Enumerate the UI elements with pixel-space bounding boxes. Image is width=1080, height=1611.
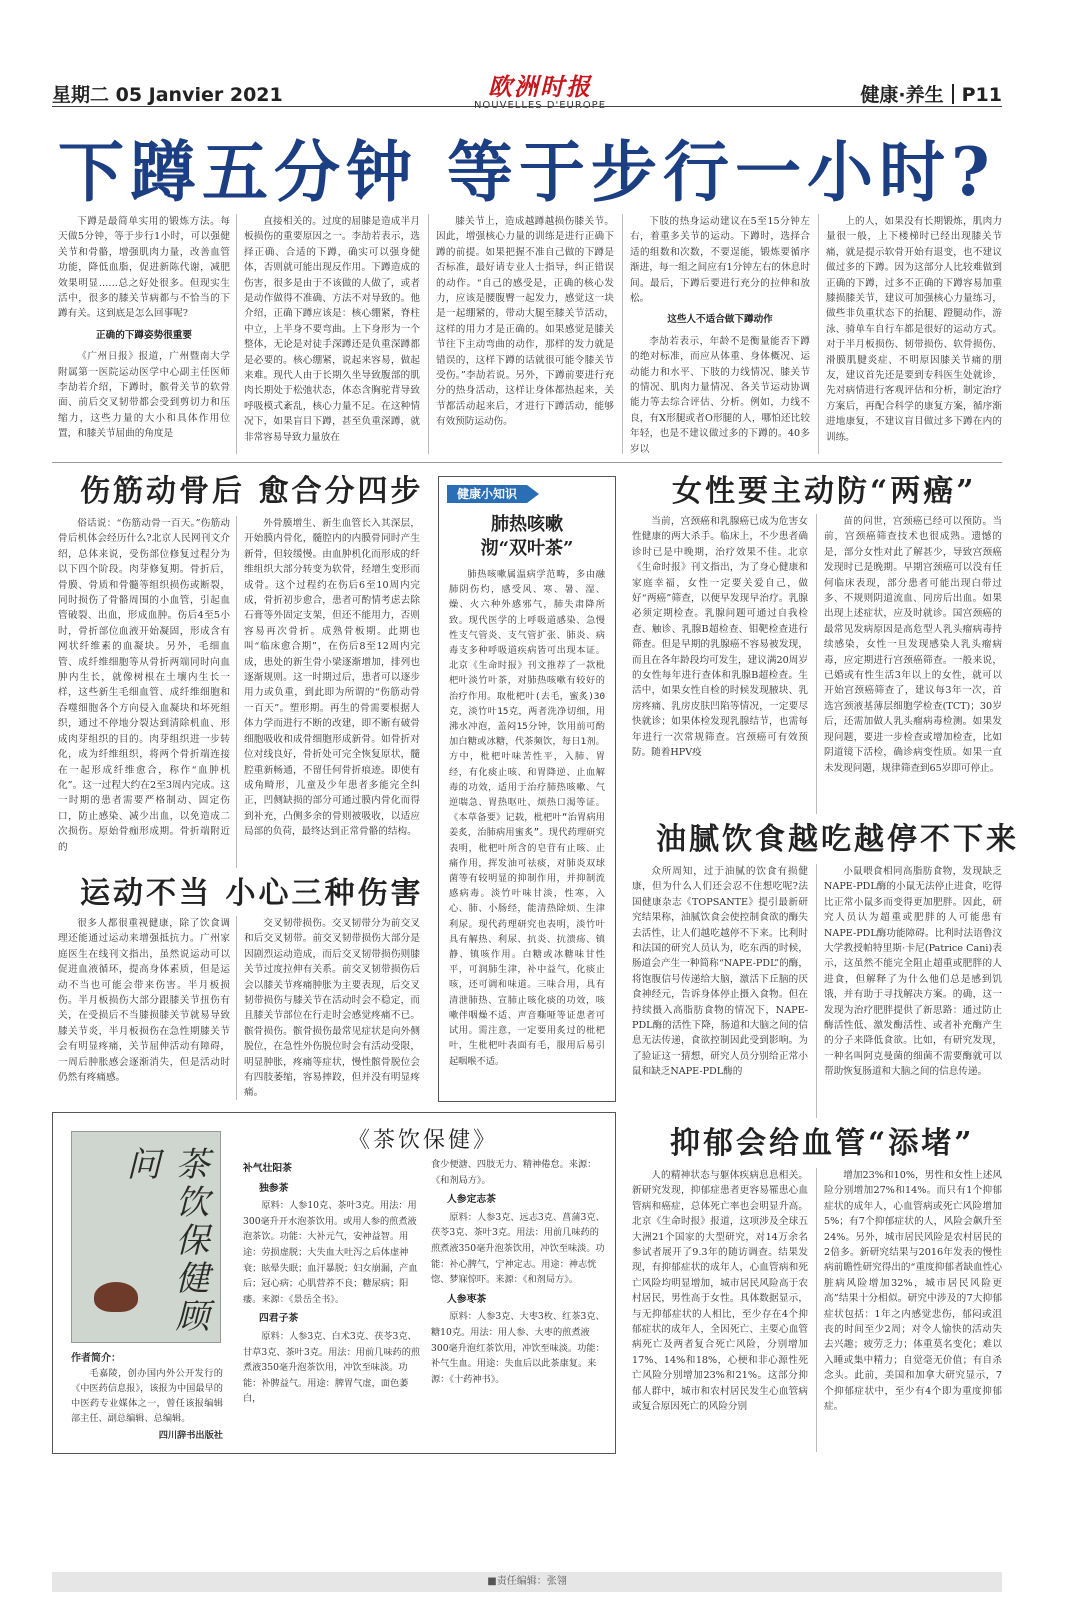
recipe-text: 原料：人参3克、大枣3枚、红茶3克、糖10克。用法：用人参、大枣的煎煮液300毫升泡红茶饮用，冲饮至味淡。功能：补气生血。用途：失血后以此茶康复。来源：《十药神书》。 (431, 1311, 605, 1385)
article4-title: 女性要主动防“两癌” (672, 474, 977, 509)
article3-col1 (58, 916, 230, 1100)
issue-date: 星期二 05 Janvier 2021 (52, 84, 283, 106)
article2-title: 伤筋动骨后 愈合分四步 (80, 474, 424, 509)
column-divider (236, 516, 237, 868)
book-cover (71, 1131, 221, 1343)
article3-para: 交叉韧带损伤。交叉韧带分为前交叉和后交叉韧带。前交叉韧带损伤大部分是因剧烈运动造成，而后交叉韧带损伤则膝关节过度拉伸有关系。前交叉韧带损伤后会以膝关节疼痛肿胀为主要表现，后交叉韧带损伤与膝关节在活动时会不稳定，而且膝关节部位在行走时会感觉疼痛不已。髌骨损伤。髌骨损伤最常见症状是向外侧脱位，在急性外伤脱位时会有活动受限，明显肿胀，疼痛等症状，慢性髌骨脱位会有四肢萎缩，容易摔跤，但并没有明显疼痛。 (244, 918, 420, 1099)
column-divider (818, 214, 819, 454)
recipe-text: 原料：人参10克、茶叶3克。用法：用300毫升开水泡茶饮用。或用人参的煎煮液泡茶饮。功能：大补元气，安神益智。用途：劳损虚脱；大失血大吐泻之后体虚神衰；眩晕失眠；血汗暴脱；妇女崩漏，产血后；冠心病；心肌营养不良；糖尿病；阳痿。来源：《景岳全书》。 (243, 1200, 418, 1305)
article3-title: 运动不当 小心三种伤害 (80, 876, 424, 911)
article5-para: 小鼠喂食相同高脂肪食物，发现缺乏NAPE-PDL酶的小鼠无法停止进食，吃得比正常小鼠多而变得更加肥胖。因此，研究人员认为超重或肥胖的人可能患有NAPE-PDL酶功能障碍。比利时法语鲁汶大学教授帕特里斯·卡尼(Patrice Cani)表示，这虽然不能完全阻止超重或肥胖的人进食，但解释了为什么他们总是感到饥饿，并有助于寻找解决方案。的确，这一发现为治疗肥胖提供了新思路：通过防止酶活性低、激发酶活性、或者补充酶产生的分子来降低食欲。比如，有研究发现，一种名叫阿克曼菌的细菌不需要酶就可以帮助恢复肠道和大脑之间的信息传递。 (824, 866, 1002, 1078)
column-divider (816, 864, 817, 1118)
publisher: 四川辞书出版社 (158, 1430, 223, 1441)
section-rule (52, 462, 1002, 463)
article6-para: 人的精神状态与躯体疾病息息相关。新研究发现，抑郁症患者更容易罹患心血管病和癌症，总体死亡率也会明显升高。北京《生命时报》报道，这项涉及全球五大洲21个国家的大型研究，对14万余名参试者展开了9.3年的随访调查。结果发现，有抑郁症状的成年人，心血管病和死亡风险均明显增加，城市居民风险高于农村居民，男性高于女性。具体数据显示，与无抑郁症状的人相比，至少存在4个抑郁症状的成年人，全因死亡、主要心血管病死亡及两者复合死亡风险，分别增加17%、14%和18%，心梗和非心源性死亡风险分别增加23%和21%。这部分抑郁人群中，城市和农村居民发生心血管病或复合原因死亡的风险分别 (632, 1170, 808, 1413)
article1-subhead: 正确的下蹲姿势很重要 (96, 329, 192, 341)
logo-chinese: 欧洲时报 (488, 72, 592, 101)
tea-title: 《茶饮保健》 (347, 1128, 498, 1153)
author-label: 作者简介： (71, 1353, 121, 1364)
column-divider (816, 1168, 817, 1452)
health-tip-box (438, 476, 616, 1102)
article2-col2 (244, 516, 420, 868)
article6-col2 (824, 1168, 1002, 1452)
recipe-col1 (243, 1157, 421, 1447)
header-rule (52, 106, 1002, 107)
article5-para: 众所周知，过于油腻的饮食有损健康，但为什么人们还会忍不住想吃呢?法国健康杂志《TOPSANTE》提引最新研究结果称，油腻饮食会使控制食欲的酶失去活性，让人们越吃越停不下来。比利时和法国的研究人员认为，吃东西的时候，肠道会产生一种简称“NAPE-PDL”的酶，将饱腹信号传递给大脑，激活下丘脑的厌食神经元，告诉身体停止摄入食物。但在持续摄入高脂肪食物的情况下，NAPE-PDL酶的活性下降，肠道和大脑之间的信息无法传递，食欲控制因此受到影响。为了验证这一猜想，研究人员分别给正常小鼠和缺乏NAPE-PDL酶的 (632, 866, 808, 1078)
article1-col3 (436, 214, 614, 454)
recipe-text: 原料：人参3克、白术3克、茯苓3克、甘草3克、茶叶3克。用法：用前几味药的煎煮液350毫升泡茶饮用，冲饮至味淡。功能：补脾益气。用途：脾胃气虚，面色萎白， (243, 1330, 421, 1405)
article4-para: 苗的问世，宫颈癌已经可以预防。当前，宫颈癌筛查技术也很成熟。遗憾的是，部分女性对此了解甚少，导致宫颈癌发现时已是晚期。早期宫颈癌可以没有任何临床表现，部分患者可能出现白带过多、不规则阴道流血、同房后出血。如果出现上述症状，应及时就诊。国宫颈癌的最常见发病原因是高危型人乳头瘤病毒持续感染，女性一旦发现感染人乳头瘤病毒，应定期进行宫颈癌筛查。一般来说，已婚或有性生活3年以上的女性，就可以开始宫颈癌筛查了，建议每3年一次，首选宫颈液基薄层细胞学检查(TCT)；30岁后，还需加做人乳头瘤病毒检测。如果发现问题，要进一步检查或增加检查，比如阴道镜下活检，确诊病变性质。如果一直未发现问题，规律筛查到65岁即可停止。 (824, 516, 1002, 774)
health-tip-body (449, 567, 605, 1095)
article6-title: 抑郁会给血管“添堵” (670, 1126, 975, 1161)
recipe-name: 人参枣茶 (447, 1293, 487, 1305)
article4-para: 当前，宫颈癌和乳腺癌已成为危害女性健康的两大杀手。临床上，不少患者确诊时已是中晚期，治疗效果不佳。北京《生命时报》刊文指出，为了身心健康和家庭幸福，女性一定要关爱自己，做好“两癌”筛查，以便早发现早治疗。乳腺必须定期检查。乳腺问题可通过自我检查、触诊、乳腺B超检查、钼靶检查进行筛查。但是早期的乳腺癌不容易被发现，而且在各年龄段均可发生，建议满20周岁的女性每年进行查体和乳腺B超检查。生活中，如果女性自检的时候发现腋块、乳房疼痛、乳房皮肤凹陷等情况，一定要尽快就诊；如果体检发现乳腺结节，也需每年进行一次常规筛查。宫颈癌可有效预防。随着HPV疫 (632, 516, 808, 759)
article6-col1 (632, 1168, 808, 1452)
book-title: 茶饮保健顾问 (120, 1146, 209, 1336)
health-tip-title (439, 513, 615, 561)
article1-col2 (244, 214, 420, 454)
article3-col2 (244, 916, 420, 1100)
column-divider (236, 916, 237, 1100)
article2-para: 俗话说：“伤筋动骨一百天。”伤筋动骨后机体会经历什么?北京人民网刊文介绍，总体来说，受伤部位修复过程分为以下四个阶段。肉芽修复期。骨折后，骨膜、骨质和骨髓等组织损伤或断裂，同时损伤了骨骼周围的小血管，引起血管破裂、出血，形成血肿。伤后4至5小时，骨折部位血液开始凝固，形成含有网状纤维素的血凝块。另外，毛细血管、成纤维细胞等从骨折两端同时向血肿内生长，就像树根在土壤内生长一样，这些新生毛细血管、成纤维细胞和吞噬细胞各个方向侵入血凝块和坏死组织，通过不停地分裂达到清除机血、形成肉芽组织的目的。肉芽组织进一步转化，成为纤维组织，将两个骨折端连接在一起形成纤维愈合，称作“血肿机化”。这一过程大约在2至3周内完成。这一时期的患者需要严格制动、固定伤口，防止感染、减少出血，以免造成二次损伤。原始骨痂形成期。骨折端附近的 (58, 518, 230, 853)
editor-footer: ■责任编辑：张翎 (52, 1572, 1002, 1592)
title-line: 沏“双叶茶” (480, 538, 574, 559)
author-text: 毛嘉陵，创办国内外公开发行的《中医药信息报》，该报为中国最早的中医药专业媒体之一，曾任该报编辑部主任、副总编辑、总编辑。 (71, 1368, 223, 1424)
article1-para: 下蹲是最简单实用的锻炼方法。每天做5分钟，等于步行1小时，可以强健关节和骨骼，增强肌肉力量，改善血管功能，降低血脂，促进新陈代谢，减肥效果明显……总之好处很多。但现实生活中，很多的膝关节病都与不恰当的下蹲有关。这到底是怎么回事呢? (58, 216, 230, 320)
article5-col1 (632, 864, 808, 1118)
tag-label: 健康小知识 (447, 485, 527, 503)
tea-book-box (52, 1112, 616, 1454)
main-headline: 下蹲五分钟 等于步行一小时? (58, 133, 996, 211)
article2-para: 外骨膜增生、新生血管长入其深层，开始膜内骨化，髓腔内的内膜骨同时产生新骨，但较缓慢。由血肿机化而形成的纤维组织大部分转变为软骨，经增生变形而成骨。这个过程约在伤后6至10周内完成，骨折初步愈合，患者可酌情考虑去除石膏等外固定支架，但还不能用力，否则容易再次骨折。成熟骨板期。此期也叫“临床愈合期”，在伤后8至12周内完成，患处的新生骨小梁逐渐增加，排列也逐渐规则。这一时期过后，患者可以逐步用力或负重，到此即为所谓的“伤筋动骨一百天”。塑形期。再生的骨需要根据人体力学而进行不断的改建，即不断有破骨细胞吸收和成骨细胞形成新骨。如骨折对位对线良好，骨折处可完全恢复原状，髓腔重新畅通，不留任何骨折痕迹。即使有成角畸形，儿童及少年患者多能完全纠正，凹侧缺损的部分可通过膜内骨化而得到补充，凸侧多余的骨则被吸收，以适应局部的负荷，最终达到正常骨骼的结构。 (244, 518, 420, 838)
article4-col2 (824, 514, 1002, 814)
section-divider (952, 84, 954, 104)
article5-title: 油腻饮食越吃越停不下来 (656, 822, 1019, 857)
recipe-category: 补气壮阳茶 (243, 1163, 292, 1174)
column-divider (816, 514, 817, 814)
article3-para: 很多人都很重视健康，除了饮食调理还能通过运动来增强抵抗力。广州家庭医生在线刊文指出，虽然说运动可以促进血液循环，提高身体素质，但是运动不当也可能会带来伤害。半月板损伤。半月板损伤大部分跟膝关节扭伤有关，在受损后不当膝损膝关节就易导致膝关节炎，半月板损伤在急性期膝关节会有明显疼痛，关节屈伸活动有障碍，一周后肿胀感会逐渐消失，但是活动时仍然有疼痛感。 (58, 918, 230, 1084)
article4-col1 (632, 514, 808, 814)
article1-col1 (58, 214, 230, 454)
article1-para: 直接相关的。过度的屈膝是造成半月板损伤的重要原因之一。李劼若表示，选择正确、合适的下蹲，确实可以强身健体，否则就可能出现反作用。下蹲造成的伤害，很多是由于不该做的人做了，或者是动作做得不准确、方法不对导致的。他介绍，正确下蹲应该是：核心绷紧，脊柱中立，上半身不要弯曲。上下身形为一个整体，无论是对徒手深蹲还是负重深蹲都是必要的。核心绷紧，说起来容易，做起来难。现代人由于长期久坐导致腹部的肌肉长期处于松弛状态，体态含胸驼背导致呼吸模式紊乱，核心力量不足。在这种情况下，如果盲目下蹲，甚至负重深蹲，就非常容易导致力量放在 (244, 216, 420, 443)
section-name: 健康·养生 (860, 84, 944, 106)
article1-para: 膝关节上，造成越蹲越损伤膝关节。因此，增强核心力量的训练是进行正确下蹲的前提。如果把握不准自己做的下蹲是否标准，最好请专业人士指导，纠正错误的动作。“自己的感受是，正确的核心发力，应该是腰腹臀一起发力，感觉这一块是一起绷紧的，带动大腿至膝关节活动，这样的用力才是正确的。如果感觉是膝关节往下主动弯曲的动作，那样的发力就是错误的，这样下蹲的话就很可能令膝关节受伤。”李劼若说。另外，下蹲前要进行充分的热身活动，这样让身体都热起来，关节都活动起来后，才进行下蹲活动，能够有效预防运动伤。 (436, 216, 614, 428)
recipe-text: 食少便溏、四肢无力、精神倦怠。来源：《和剂局方》。 (431, 1159, 597, 1186)
arrow-right-icon (527, 485, 539, 503)
page-section (860, 80, 1002, 107)
article1-col4 (630, 214, 810, 454)
author-bio (71, 1351, 223, 1443)
recipe-text: 原料：人参3克、远志3克、菖蒲3克、茯苓3克、茶叶3克。用法：用前几味药的煎煮液350毫升泡茶饮用，冲饮至味淡。功能：补心脾气，宁神定志。用途：神志恍惚、梦寐惊吓。来源：《和剂局方》。 (431, 1211, 605, 1286)
column-divider (236, 214, 237, 454)
health-tip-tag (447, 483, 539, 503)
title-line: 肺热咳嗽 (491, 514, 563, 535)
recipe-col2 (431, 1157, 605, 1447)
column-divider (622, 214, 623, 454)
article1-para: 上的人，如果没有长期锻炼，肌肉力量很一般，上下楼梯时已经出现膝关节痛，就是提示软骨开始有退变，也不建议做过多的下蹲。因为这部分人比较难做到正确的下蹲，过多不正确的下蹲容易加重膝损膝关节，建议可加强核心力量练习，做些非负重状态下的抬腿、蹬腿动作，游泳、骑单车自行车都是很好的运动方式。对于半月板损伤、韧带损伤、软骨损伤、滑膜肌腱炎症、不明原因膝关节痛的朋友，建议首先还是要到专科医生处就诊，先对病情进行客观评估和分析，制定治疗方案后，再配合科学的康复方案，循序渐进地康复，不建议盲目做过多下蹲在内的训练。 (826, 216, 1002, 443)
recipe-name: 四君子茶 (259, 1313, 299, 1325)
page-number: P11 (961, 84, 1002, 106)
article1-para: 下肢的热身运动建议在5至15分钟左右，着重多关节的运动。下蹲时，选择合适的组数和次数，不要逞能，锻炼要循序渐进，每一组之间应有1分钟左右的休息时间。最后，下蹲后要进行充分的拉伸和放松。 (630, 216, 810, 305)
recipe-name: 独参茶 (259, 1182, 289, 1194)
article6-para: 增加23%和10%，男性和女性上述风险分别增加27%和14%。而只有1个抑郁症状的成年人，心血管病或死亡风险增加5%；有7个抑郁症状的人，风险会飙升至24%。另外，城市居民风险是农村居民的2倍多。新研究结果与2016年发表的慢性病前瞻性研究得出的“重度抑郁者缺血性心脏病风险增加32%，城市居民风险更高”结果十分相似。研究中涉及的7大抑郁症状包括：1年之内感觉悲伤，郁闷或沮丧的时间至少2周；对令人愉快的活动失去兴趣；疲劳乏力；体重莫名变化；难以入睡或集中精力；自觉毫无价值；有自杀念头。此前，美国和加拿大研究显示，7个抑郁症状中，至少有4个即为重度抑郁症。 (824, 1170, 1002, 1413)
article1-para: 《广州日报》报道，广州暨南大学附属第一医院运动医学中心副主任医师李劼若介绍，下蹲时，髌骨关节的软骨面、前后交叉韧带都会受到剪切力和压缩力，这些力量的大小和具体作用位置，和膝关节屈曲的角度是 (58, 351, 230, 440)
health-tip-para: 肺热咳嗽属温病学范畴，多由融肺阴伤灼，感受风、寒、暑、湿、燥、火六种外感邪气，肺失肃降所致。现代医学的上呼吸道感染、急慢性支气管炎、支气管扩张、肺炎、病毒支多种呼吸道疾病皆可出现本证。北京《生命时报》刊文推荐了一款枇杷叶淡竹叶茶，对肺热咳嗽有较好的治疗作用。取枇杷叶(去毛，蜜炙)30克，淡竹叶15克，两者洗净切细，用沸水冲泡，盖闷15分钟，饮用前可酌加白糖或冰糖，代茶频饮，每日1剂。方中，枇杷叶味苦性平，入肺、胃经，有化痰止咳、和胃降逆、止血解毒的功效，适用于治疗肺热咳嗽、气逆喘急、胃热呕吐、烦热口渴等证。《本草备要》记载，枇杷叶“治胃病用姜炙，治肺病用蜜炙”。现代药理研究表明，枇杷叶所含的皂苷有止咳、止痛作用，挥发油可祛痰，对肺炎双球菌等有较明显的抑制作用，并抑制流感病毒。淡竹叶味甘淡，性寒，入心、肺、小肠经，能清热除烦、生津利尿。现代药理研究也表明，淡竹叶具有解热、利尿、抗炎、抗溃疡、镇静、镇咳作用。白糖或冰糖味甘性平，可润肺生津，补中益气，化痰止咳，还可调和味道。三味合用，具有清泄肺热、宣肺止咳化痰的功效，咳嗽伴咽燥不适、声音嘶哑等证患者可试用。需注意，一定要用炙过的枇杷叶，生枇杷叶表面有毛，服用后易引起咽喉不适。 (449, 569, 605, 1067)
teapot-icon (94, 1282, 138, 1312)
article1-subhead: 这些人不适合做下蹲动作 (667, 314, 773, 326)
article2-col1 (58, 516, 230, 868)
article1-col5 (826, 214, 1002, 454)
column-divider (428, 214, 429, 454)
article1-para: 李劼若表示，年龄不是衡量能否下蹲的绝对标准，而应从体重、身体概况、运动能力和水平、下肢的力线情况、膝关节的情况、肌肉力量情况、各关节运动协调能力等去综合评估、分析。例如，力线不良，有X形腿或者O形腿的人，哪怕还比较年轻，也是不建议做过多的下蹲的。40多岁以 (630, 335, 810, 454)
recipe-name: 人参定志茶 (447, 1194, 496, 1206)
article5-col2 (824, 864, 1002, 1118)
